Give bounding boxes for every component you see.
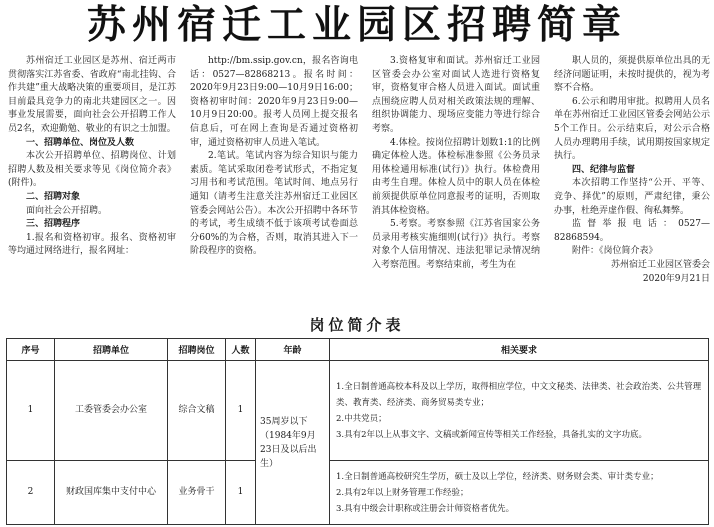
procedure-step-2: 2.笔试。笔试内容为综合知识与能力素质。笔试采取闭卷考试形式，不指定复习用书和考试范围。笔试时间、地点另行通知（请考生注意关注苏州宿迁工业园区管委会网站公告）。本次公开招聘中各环节的考试，考生成绩不低于该项考试卷面总分60%的为合格，否则，取消其进入下一阶段程序的资格。 [190,151,358,257]
requirement-item: 2.具有2年以上财务管理工作经验； [336,487,469,498]
row-count: 1 [226,461,256,525]
registration-details: http://bm.ssip.gov.cn，报名咨询电话：0527—82868213。报名时间：2020年9月23日9:00—10月9日16:00；资格初审时间：2020年9月23日9:00—10月9日20:00。报考人员网上提交报名信息后，可在网上查询是否通过资格初审，通过资格初审人员进入笔试。 [190,56,358,148]
row-no: 1 [7,361,55,461]
position-table [6,338,709,525]
header-age: 年龄 [256,339,330,361]
section-heading-targets: 二、招聘对象 [26,191,81,202]
requirement-item: 1.全日制普通高校研究生学历，硕士及以上学位，经济类、财务财会类、审计类专业； [336,471,659,482]
announcement-body [8,55,708,310]
header-post: 招聘岗位 [168,339,226,361]
requirement-item: 2.中共党员； [336,413,387,424]
row-unit: 财政国库集中支付中心 [55,461,168,525]
section-heading-discipline: 四、纪律与监督 [572,164,636,175]
row-no: 2 [7,461,55,525]
requirement-item: 3.具有中级会计职称或注册会计师资格者优先。 [336,503,515,514]
row-post: 业务骨干 [168,461,226,525]
discipline-paragraph: 本次招聘工作坚持“公开、平等、竞争、择优”的原则，严肃纪律，秉公办事，杜绝弄虚作假、徇私舞弊。 [554,178,710,216]
units-paragraph: 本次公开招聘单位、招聘岗位、计划招聘人数及相关要求等见《岗位简介表》(附件)。 [8,151,176,189]
section-heading-units: 一、招聘单位、岗位及人数 [26,137,135,148]
row-unit: 工委管委会办公室 [55,361,168,461]
targets-paragraph: 面向社会公开招聘。 [26,205,108,216]
column-1 [8,55,176,310]
signature: 苏州宿迁工业园区管委会 [610,259,710,270]
header-requirements: 相关要求 [330,339,709,361]
section-heading-procedure: 三、招聘程序 [26,219,81,230]
requirement-item: 3.具有2年以上从事文字、文稿或新闻宣传等相关工作经验，具备扎实的文字功底。 [336,429,648,440]
report-phone: 监督举报电话：0527—82868594。 [554,219,710,243]
procedure-step-5: 5.考察。考察参照《江苏省国家公务员录用考核实施细则(试行)》执行。考察对象个人信用情况、违法犯罪记录情况纳入考察范围。考察结束前，考生为在 [372,219,540,270]
page-title: 苏州宿迁工业园区招聘简章 [86,3,627,48]
procedure-step-5-continued: 职人员的，须提供原单位出具的无经济问题证明，未按时提供的，视为考察不合格。 [554,56,710,94]
header-count: 人数 [226,339,256,361]
table-row [7,461,709,525]
issue-date: 2020年9月21日 [642,273,710,284]
attachment-note: 附件：《岗位简介表》 [572,246,658,257]
table-row [7,361,709,461]
table-title: 岗位简介表 [309,316,405,334]
procedure-step-1: 1.报名和资格初审。报名、资格初审等均通过网络进行，报名网址： [8,232,176,257]
header-no: 序号 [7,339,55,361]
row-post: 综合文稿 [168,361,226,461]
procedure-step-3: 3.资格复审和面试。苏州宿迁工业园区管委会办公室对面试人选进行资格复审，资格复审合格人员进入面试。面试重点围绕应聘人员对相关政策法规的理解、组织协调能力、现场应变能力等进行综合考察。 [372,56,540,134]
intro-paragraph: 苏州宿迁工业园区是苏州、宿迁两市贯彻落实江苏省委、省政府“南北挂钩、合作共建”重大战略决策的重要项目，是江苏目前最具竞争力的南北共建园区之一。因事业发展需要，面向社会公开招聘工作人员2名，欢迎勤勉、敬业的有识之士加盟。 [8,56,176,134]
table-header-row [7,339,709,361]
procedure-step-6: 6.公示和聘用审批。拟聘用人员名单在苏州宿迁工业园区管委会网站公示5个工作日。公示结束后，对公示合格人员办理聘用手续，试用期按国家规定执行。 [554,96,710,162]
age-requirement: 35周岁以下（1984年9月23日及以后出生） [256,361,330,525]
row-requirements [330,461,709,525]
column-3 [372,55,540,310]
procedure-step-4: 4.体检。按岗位招聘计划数1:1的比例确定体检人选。体检标准参照《公务员录用体检通用标准(试行)》执行。体检费用由考生自理。体检人员中的职人员在体检前须提供原单位同意报考的证明，否则取消其体检资格。 [372,137,540,216]
row-requirements [330,361,709,461]
row-count: 1 [226,361,256,461]
header-unit: 招聘单位 [55,339,168,361]
column-4 [554,55,710,310]
requirement-item: 1.全日制普通高校本科及以上学历，取得相应学位，中文文秘类、法律类、社会政治类、公共管理类、教育类、经济类、商务贸易类专业； [336,381,702,408]
column-2 [190,55,358,310]
